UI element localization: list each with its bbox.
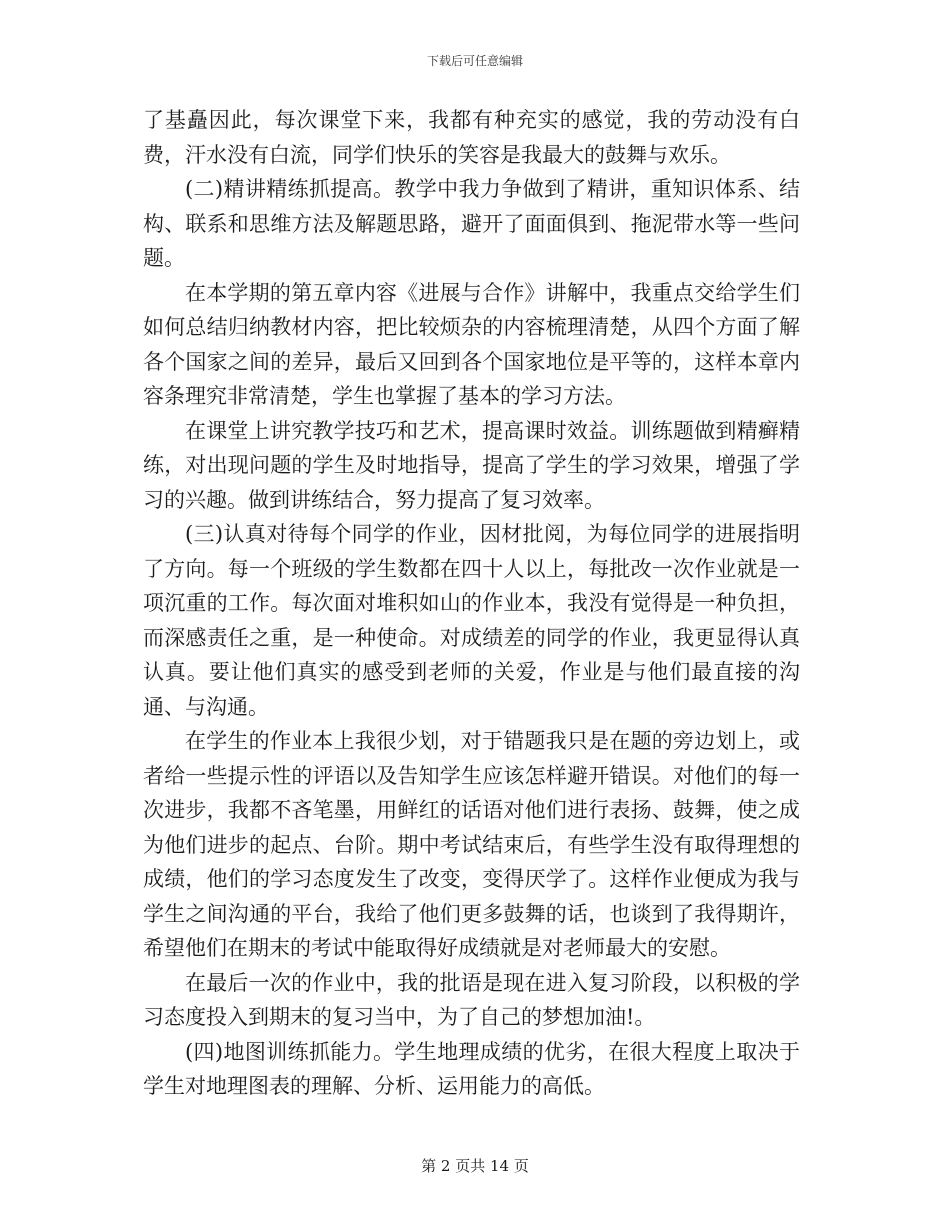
paragraph: (二)精讲精练抓提高。教学中我力争做到了精讲，重知识体系、结构、联系和思维方法及解题思路，避开了面面俱到、拖泥带水等一些问题。 bbox=[143, 177, 800, 270]
page-number-footer: 第 2 页共 14 页 bbox=[421, 1157, 529, 1175]
document-body bbox=[143, 103, 800, 1104]
paragraph: (四)地图训练抓能力。学生地理成绩的优劣，在很大程度上取决于学生对地理图表的理解、分析、运用能力的高低。 bbox=[143, 1039, 800, 1098]
paragraph: 在课堂上讲究教学技巧和艺术，提高课时效益。训练题做到精癣精练，对出现问题的学生及时地指导，提高了学生的学习效果，增强了学习的兴趣。做到讲练结合，努力提高了复习效率。 bbox=[143, 418, 800, 512]
paragraph: (三)认真对待每个同学的作业，因材批阅，为每位同学的进展指明了方向。每一个班级的学生数都在四十人以上，每批改一次作业就是一项沉重的工作。每次面对堆积如山的作业本，我没有觉得是一种负担，而深感责任之重，是一种使命。对成绩差的同学的作业，我更显得认真认真。要让他们真实的感受到老师的关爱，作业是与他们最直接的沟通、与沟通。 bbox=[143, 522, 800, 719]
paragraph: 在最后一次的作业中，我的批语是现在进入复习阶段，以积极的学习态度投入到期末的复习当中，为了自己的梦想加油!。 bbox=[143, 970, 800, 1029]
paragraph: 在学生的作业本上我很少划，对于错题我只是在题的旁边划上，或者给一些提示性的评语以及告知学生应该怎样避开错误。对他们的每一次进步，我都不吝笔墨，用鲜红的话语对他们进行表扬、鼓舞，使之成为他们进步的起点、台阶。期中考试结束后，有些学生没有取得理想的成绩，他们的学习态度发生了改变，变得厌学了。这样作业便成为我与学生之间沟通的平台，我给了他们更多鼓舞的话，也谈到了我得期许，希望他们在期末的考试中能取得好成绩就是对老师最大的安慰。 bbox=[143, 729, 800, 960]
paragraph: 了基矗因此，每次课堂下来，我都有种充实的感觉，我的劳动没有白费，汗水没有白流，同学们快乐的笑容是我最大的鼓舞与欢乐。 bbox=[143, 108, 800, 167]
page-header: 下载后可任意编辑 bbox=[426, 54, 523, 68]
paragraph: 在本学期的第五章内容《进展与合作》讲解中，我重点交给学生们如何总结归纳教材内容，把比较烦杂的内容梳理清楚，从四个方面了解各个国家之间的差异，最后又回到各个国家地位是平等的，这样本章内容条理究非常清楚，学生也掌握了基本的学习方法。 bbox=[143, 280, 800, 408]
